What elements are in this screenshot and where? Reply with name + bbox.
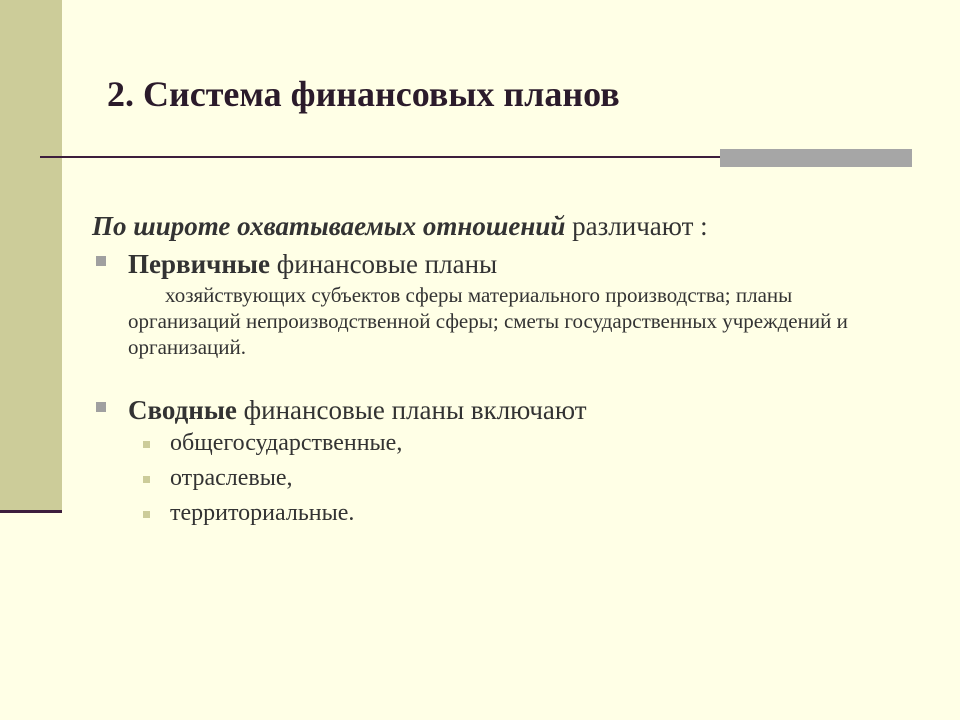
sidebar-divider (0, 510, 62, 513)
intro-rest: различают : (565, 211, 708, 241)
slide-title: 2. Система финансовых планов (107, 74, 620, 114)
intro-line (92, 210, 708, 242)
bullet-text: финансовые планы (270, 249, 498, 279)
bullet-primary-description: хозяйствующих субъектов сферы материального производства; планы организаций непроизводственной сферы; сметы государственных учреждений и организаций. (128, 283, 848, 359)
title-underline (40, 156, 720, 158)
bullet-term: Первичные (128, 249, 270, 279)
title-accent-bar (720, 149, 912, 167)
intro-emphasis: По широте охватываемых отношений (92, 211, 566, 241)
sub-item-label: общегосударственные, (170, 430, 403, 456)
square-bullet-icon (96, 402, 106, 412)
sidebar-strip (0, 0, 62, 511)
bullet-summary (128, 394, 587, 426)
bullet-term: Сводные (128, 395, 237, 425)
square-bullet-icon (96, 256, 106, 266)
sub-item-label: отраслевые, (170, 465, 293, 491)
sub-item (170, 461, 293, 496)
small-square-bullet-icon (143, 476, 150, 483)
small-square-bullet-icon (143, 511, 150, 518)
sub-item-label: территориальные. (170, 500, 355, 526)
bullet-text: финансовые планы включают (236, 395, 587, 425)
bullet-primary (128, 248, 497, 280)
sub-item (170, 426, 402, 461)
small-square-bullet-icon (143, 441, 150, 448)
sub-item (170, 496, 354, 531)
